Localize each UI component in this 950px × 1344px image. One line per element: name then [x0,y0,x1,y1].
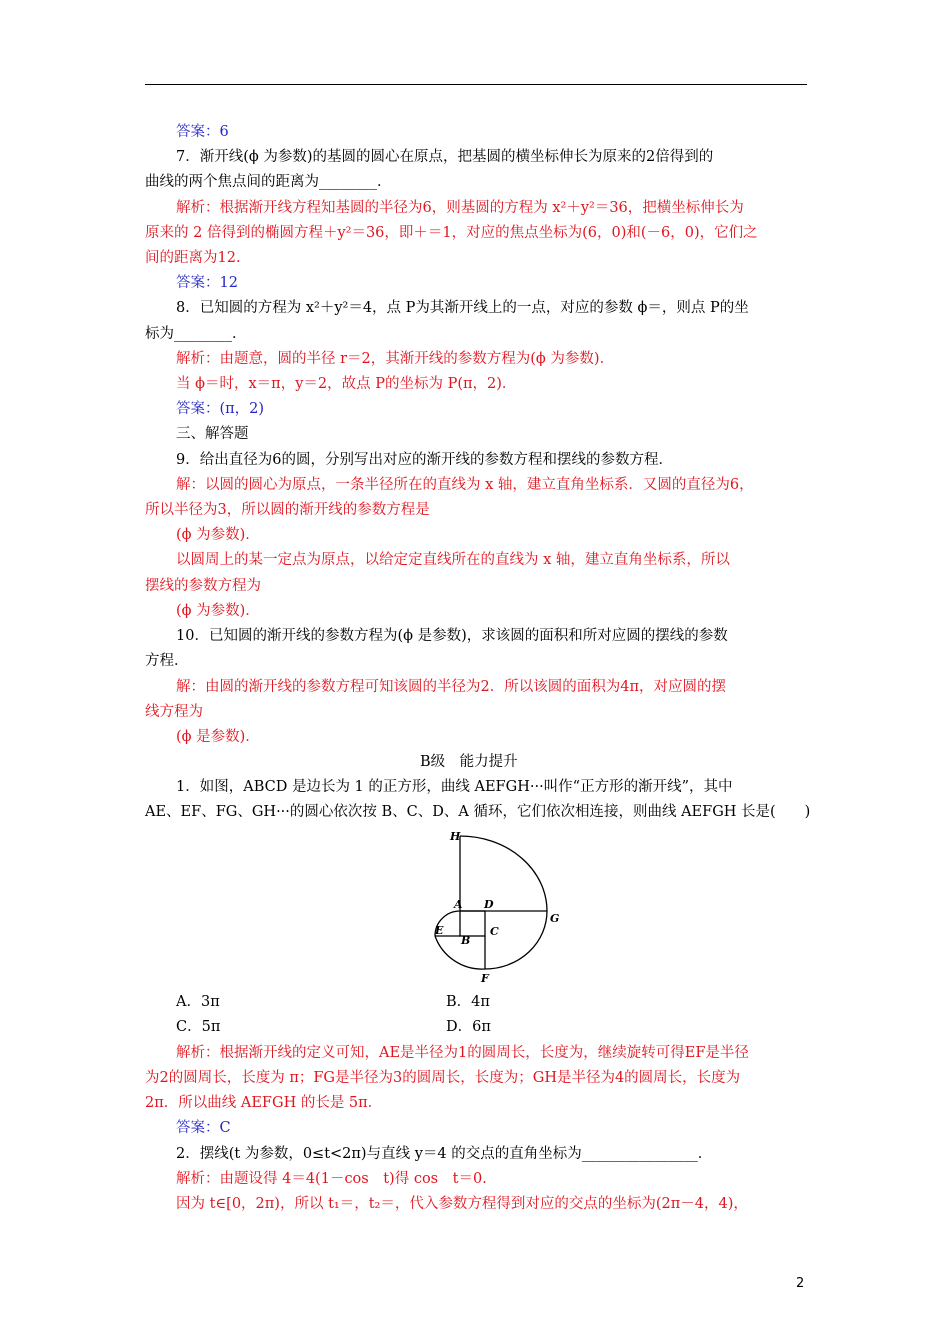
text-line: 10．已知圆的渐开线的参数方程为(ϕ 是参数)，求该圆的面积和所对应圆的摆线的参数 [176,628,728,644]
text-line: D．6π [446,1019,491,1035]
label-f: F [481,972,489,985]
text-line: (ϕ 为参数)． [176,603,260,619]
text-line: 2π．所以曲线 AEFGH 的长是 5π． [145,1095,383,1111]
label-a: A [454,898,463,911]
text-line: B级 能力提升 [420,754,518,770]
label-c: C [490,925,499,938]
arc-gh [460,836,547,911]
text-line: 解析：由题设得 4＝4(1－cos t)得 cos t＝0. [176,1171,487,1187]
label-h: H [450,830,461,843]
text-line: 解：由圆的渐开线的参数方程可知该圆的半径为2．所以该圆的面积为4π，对应圆的摆 [176,679,726,695]
page-number: 2 [796,1276,805,1291]
text-line: 曲线的两个焦点间的距离为________． [145,174,392,190]
text-line: 答案：(π，2) [176,401,265,417]
arc-fg [485,911,547,969]
label-e: E [435,924,444,937]
text-line: 解析：根据渐开线的定义可知，AE是半径为1的圆周长，长度为，继续旋转可得EF是半径 [176,1045,749,1061]
text-line: 因为 t∈[0，2π)，所以 t₁＝，t₂＝，代入参数方程得到对应的交点的坐标为(2π－4，4)， [176,1196,748,1212]
text-line: 答案：C [176,1120,231,1136]
text-line: (ϕ 是参数)． [176,729,260,745]
text-line: 摆线的参数方程为 [145,578,261,594]
text-line: 标为________． [145,326,247,342]
square-abcd [460,911,485,936]
text-line: 三、解答题 [176,426,249,442]
text-line: 解析：根据渐开线方程知基圆的半径为6，则基圆的方程为 x²＋y²＝36，把横坐标伸长为 [176,200,744,216]
text-line: 所以半径为3，所以圆的渐开线的参数方程是 [145,502,430,518]
text-line: 为2的圆周长，长度为 π；FG是半径为3的圆周长，长度为；GH是半径为4的圆周长，长度为 [145,1070,741,1086]
text-line: 方程． [145,653,189,669]
text-line: B．4π [446,994,490,1010]
header-rule [145,84,807,85]
text-line: 答案：12 [176,275,238,291]
text-line: 以圆周上的某一定点为原点，以给定定直线所在的直线为 x 轴，建立直角坐标系，所以 [176,552,730,568]
text-line: 9．给出直径为6的圆，分别写出对应的渐开线的参数方程和摆线的参数方程． [176,452,673,468]
text-line: 间的距离为12. [145,250,241,266]
text-line: 2．摆线(t 为参数，0≤t<2π)与直线 y＝4 的交点的直角坐标为________________． [176,1146,713,1162]
square-involute-figure [430,826,560,986]
text-line: 7．渐开线(ϕ 为参数)的基圆的圆心在原点，把基圆的横坐标伸长为原来的2倍得到的 [176,149,714,165]
text-line: 当 ϕ＝时，x＝π，y＝2，故点 P的坐标为 P(π，2)． [176,376,517,392]
text-line: C．5π [176,1019,221,1035]
label-b: B [461,934,471,947]
text-line: 原来的 2 倍得到的椭圆方程＋y²＝36，即＋＝1，对应的焦点坐标为(6，0)和(－6，0)，它们之 [145,225,758,241]
text-line: 解：以圆的圆心为原点，一条半径所在的直线为 x 轴，建立直角坐标系．又圆的直径为6， [176,477,754,493]
text-line: 解析：由题意，圆的半径 r＝2，其渐开线的参数方程为(ϕ 为参数)． [176,351,615,367]
text-line: A．3π [176,994,220,1010]
label-d: D [484,898,494,911]
text-line: 答案：6 [176,124,229,140]
arc-ef [435,936,485,969]
label-g: G [550,912,560,925]
text-line: 1．如图，ABCD 是边长为 1 的正方形，曲线 AEFGH···叫作“正方形的渐开线”，其中 [176,779,733,795]
text-line: 线方程为 [145,704,203,720]
text-line: (ϕ 为参数)． [176,527,260,543]
text-line: AE、EF、FG、GH···的圆心依次按 B、C、D、A 循环，它们依次相连接，则曲线 AEFGH 长是( ) [145,804,811,820]
text-line: 8．已知圆的方程为 x²＋y²＝4，点 P为其渐开线上的一点，对应的参数 ϕ＝，则点 P的坐 [176,300,749,316]
